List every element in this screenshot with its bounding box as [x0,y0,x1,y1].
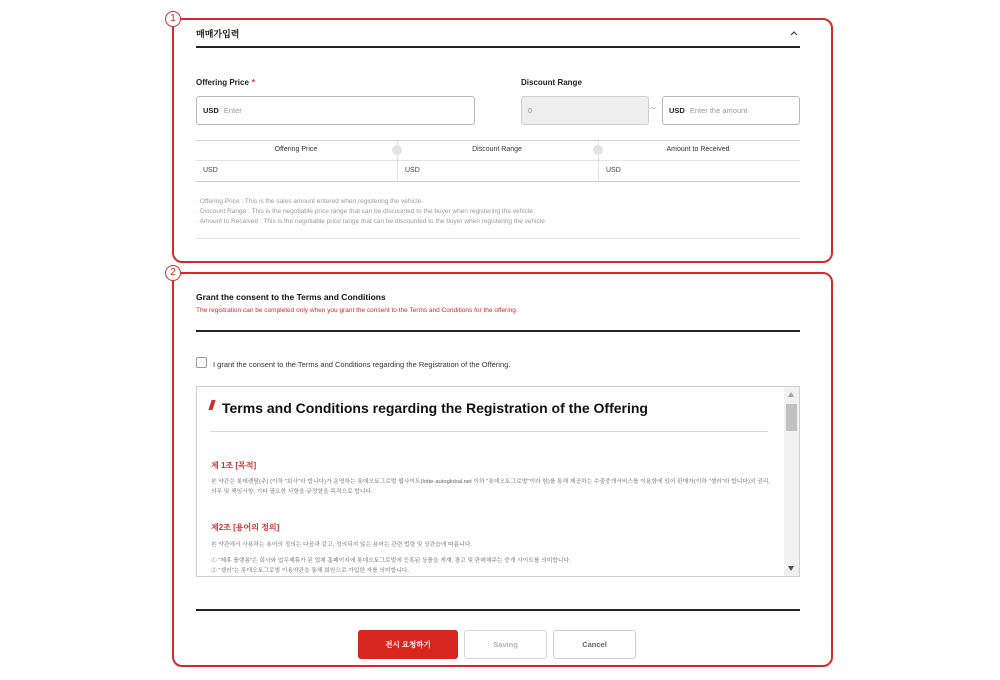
offering-price-placeholder: Enter [223,106,242,115]
request-display-button[interactable]: 전시 요청하기 [358,630,458,659]
article-text: 본 약관에서 사용하는 용어의 정의는 다음과 같고, 정의되지 않은 용어는 관련 법령 및 상관습에 따릅니다. [211,542,472,548]
price-section-title: 매매가입력 [196,29,240,39]
triangle-up-icon[interactable] [788,392,794,397]
terms-scroll-box[interactable] [196,386,800,577]
summary-table-row-border [196,160,800,161]
summary-value-discount-range: USD [405,167,420,174]
required-mark: * [251,78,256,87]
offering-price-input[interactable] [196,96,475,125]
divider [196,238,800,239]
consent-checkbox-label[interactable]: I grant the consent to the Terms and Conditions regarding the Registration of the Offering. [213,360,511,369]
article-text: 본 약관은 롯데렌탈(주) (이하 "회사"라 합니다)가 운영하는 롯데오토그로벌 웹사이트(lotte-autoglobal.net 이하 "롯데오토그로벌"이라 함)를 통해 제공하는 수출중개서비스를 이용함에 있어 판매자(이하 "셀러"라 합니다)의 권리, 의무 및 책임사항, 기타 필요한 사항을 규정함을 목적으로 합니다. [211,479,770,495]
consent-section-subtitle: The registration can be completed only when you grant the consent to the Terms and Conditions for the offering. [196,307,518,314]
help-note: · Amount to Received : This is the negotiable price range that can be discounted to the buyer when registering the vehicle. [196,218,547,225]
summary-table-bottom-border [196,181,800,182]
divider [210,431,768,432]
summary-header-offering-price: Offering Price [274,146,318,153]
terms-content [197,387,785,576]
article-title: 제 1조 [목적] [211,461,257,470]
summary-value-amount-received: USD [606,167,621,174]
consent-checkbox[interactable] [196,357,207,368]
chevron-up-icon[interactable] [788,26,800,38]
article-text: ② "셀러"는 롯데오토그로벌 이용약관을 통해 회원으로 가입한 자를 의미합니다. [211,568,410,574]
discount-min-value: 0 [528,106,533,115]
discount-max-input[interactable] [662,96,800,125]
summary-header-amount-received: Amount to Received [666,146,730,153]
article-text: ① "제휴 플랫폼"은 회사와 업무제휴가 된 업체 홈페이지에 롯데오토그로벌에 등록된 상품을 게재, 광고 및 판매해주는 중개 사이트를 의미합니다. [211,558,571,564]
step-badge-1: 1 [165,11,181,27]
terms-scrollbar[interactable] [784,387,799,576]
cancel-button[interactable]: Cancel [553,630,636,659]
article-title: 제2조 [용어의 정의] [211,523,280,532]
help-note: · Offering Price : This is the sales amount entered when registering the vehicle. [196,198,424,205]
summary-value-offering-price: USD [203,167,218,174]
saving-button[interactable]: Saving [464,630,547,659]
discount-max-placeholder: Enter the amount [689,106,748,115]
consent-section-title: Grant the consent to the Terms and Conditions [196,292,386,302]
heading-accent-icon [208,400,215,410]
triangle-down-icon[interactable] [788,566,794,571]
discount-range-label: Discount Range [521,78,582,87]
summary-header-discount-range: Discount Range [472,146,522,153]
scrollbar-thumb[interactable] [786,404,797,431]
divider [196,330,800,332]
summary-table-top-border [196,140,800,141]
terms-heading: Terms and Conditions regarding the Registration of the Offering [222,400,648,416]
divider [196,609,800,611]
offering-price-label [196,78,255,87]
help-note: · Discount Range : This is the negotiable price range that can be discounted to the buyer when registering the vehicle. [196,208,535,215]
discount-min-input [521,96,649,125]
currency-label: USD [203,106,219,115]
currency-label: USD [669,106,685,115]
offering-price-label-text: Offering Price [196,78,249,87]
divider [196,46,800,48]
step-badge-2: 2 [165,265,181,281]
range-separator: ~ [651,104,656,113]
